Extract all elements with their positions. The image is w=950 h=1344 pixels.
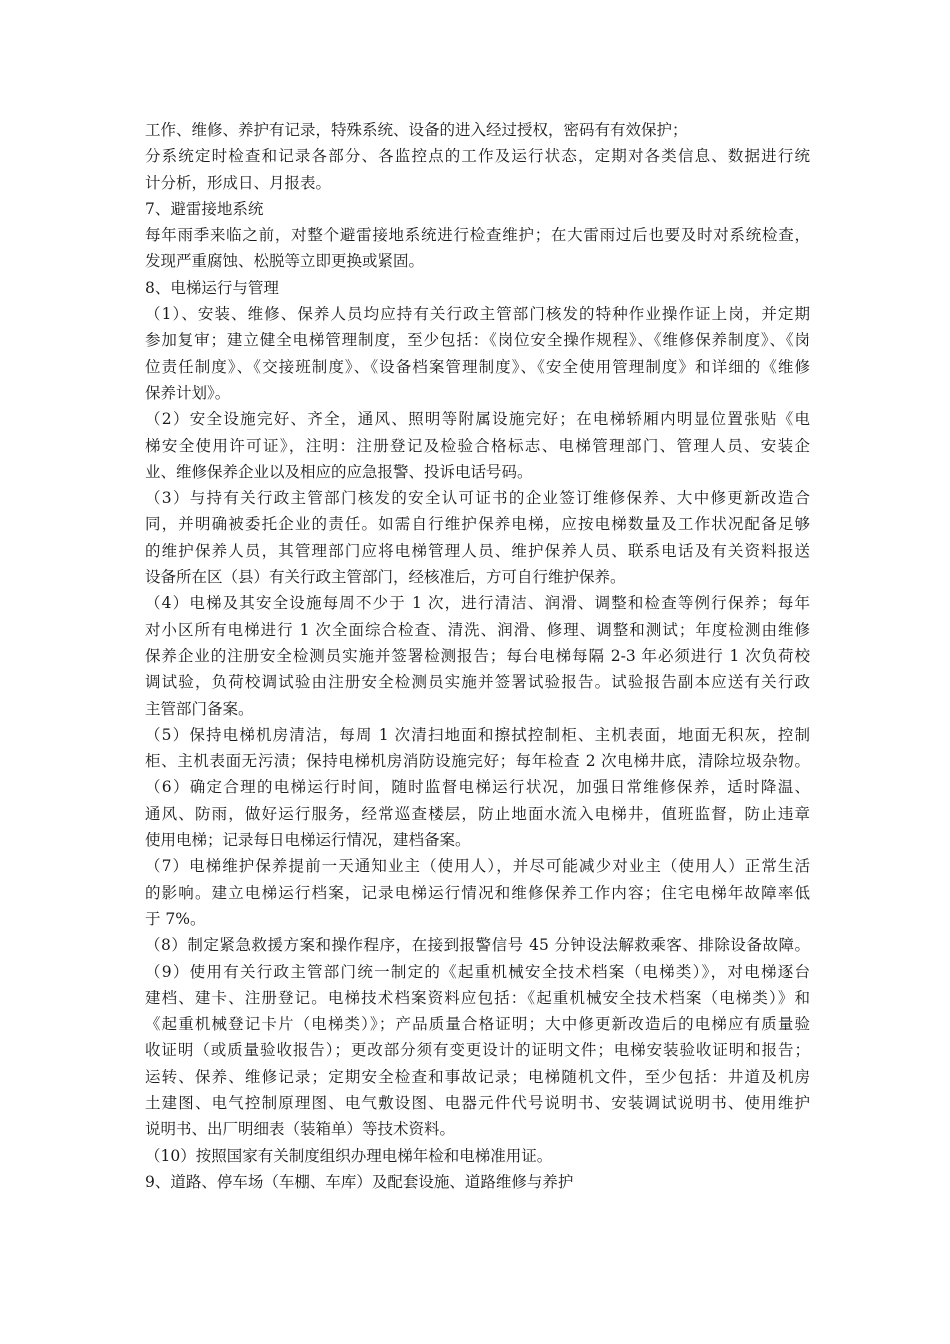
- text-line: 通风、防雨，做好运行服务，经常巡查楼层，防止地面水流入电梯井，值班监督，防止违章: [145, 804, 810, 823]
- text-line: 使用电梯；记录每日电梯运行情况，建档备案。: [145, 831, 471, 850]
- text-line: （2）安全设施完好、齐全，通风、照明等附属设施完好；在电梯轿厢内明显位置张贴《电: [145, 410, 810, 429]
- text-line: 说明书、出厂明细表（装箱单）等技术资料。: [145, 1120, 456, 1139]
- text-line: 柜、主机表面无污渍；保持电梯机房消防设施完好；每年检查 2 次电梯井底，清除垃圾杂物。: [145, 752, 810, 771]
- text-line: 运转、保养、维修记录；定期安全检查和事故记录；电梯随机文件，至少包括：井道及机房: [145, 1067, 810, 1086]
- text-line: 调试验，负荷校调试验由注册安全检测员实施并签署试验报告。试验报告副本应送有关行政: [145, 673, 810, 692]
- text-line: （8）制定紧急救援方案和操作程序，在接到报警信号 45 分钟设法解救乘客、排除设备故障。: [145, 936, 810, 955]
- text-line: （6）确定合理的电梯运行时间，随时监督电梯运行状况，加强日常维修保养，适时降温、: [145, 778, 810, 797]
- text-line: 梯安全使用许可证》，注明：注册登记及检验合格标志、电梯管理部门、管理人员、安装企: [145, 436, 810, 455]
- text-line: 每年雨季来临之前，对整个避雷接地系统进行检查维护；在大雷雨过后也要及时对系统检查，: [145, 226, 810, 245]
- text-line: （4）电梯及其安全设施每周不少于 1 次，进行清洁、润滑、调整和检查等例行保养；每年: [145, 594, 810, 613]
- document-body: [145, 117, 810, 1195]
- text-line: 发现严重腐蚀、松脱等立即更换或紧固。: [145, 252, 425, 271]
- text-line: 9、道路、停车场（车棚、车库）及配套设施、道路维修与养护: [145, 1172, 574, 1191]
- text-line: 建档、建卡、注册登记。电梯技术档案资料应包括：《起重机械安全技术档案（电梯类）》和: [145, 988, 810, 1007]
- text-line: 7、避雷接地系统: [145, 199, 264, 218]
- text-line: 的影响。建立电梯运行档案，记录电梯运行情况和维修保养工作内容；住宅电梯年故障率低: [145, 883, 810, 902]
- text-line: 主管部门备案。: [145, 699, 254, 718]
- text-line: （1）、安装、维修、保养人员均应持有关行政主管部门核发的特种作业操作证上岗，并定期: [145, 305, 810, 324]
- text-line: 8、电梯运行与管理: [145, 278, 279, 297]
- text-line: 收证明（或质量验收报告）；更改部分须有变更设计的证明文件；电梯安装验收证明和报告；: [145, 1041, 810, 1060]
- text-line: 于 7%。: [145, 909, 206, 928]
- text-line: 保养企业的注册安全检测员实施并签署检测报告；每台电梯每隔 2-3 年必须进行 1 次负荷校: [145, 646, 810, 665]
- text-line: 计分析，形成日、月报表。: [145, 173, 332, 192]
- text-line: 《起重机械登记卡片（电梯类）》；产品质量合格证明；大中修更新改造后的电梯应有质量验: [145, 1015, 810, 1034]
- text-line: 保养计划》。: [145, 383, 231, 402]
- text-line: 土建图、电气控制原理图、电气敷设图、电器元件代号说明书、安装调试说明书、使用维护: [145, 1093, 810, 1112]
- text-line: 设备所在区（县）有关行政主管部门，经核准后，方可自行维护保养。: [145, 568, 626, 587]
- text-line: 参加复审；建立健全电梯管理制度，至少包括：《岗位安全操作规程》、《维修保养制度》、《岗: [145, 331, 810, 350]
- text-line: （10）按照国家有关制度组织办理电梯年检和电梯准用证。: [145, 1146, 553, 1165]
- text-line: （7）电梯维护保养提前一天通知业主（使用人），并尽可能减少对业主（使用人）正常生活: [145, 857, 810, 876]
- text-line: （3）与持有关行政主管部门核发的安全认可证书的企业签订维修保养、大中修更新改造合: [145, 489, 810, 508]
- text-line: 业、维修保养企业以及相应的应急报警、投诉电话号码。: [145, 462, 533, 481]
- text-line: 位责任制度》、《交接班制度》、《设备档案管理制度》、《安全使用管理制度》和详细的《维修: [145, 357, 810, 376]
- text-line: 分系统定时检查和记录各部分、各监控点的工作及运行状态，定期对各类信息、数据进行统: [145, 147, 810, 166]
- text-line: 的维护保养人员，其管理部门应将电梯管理人员、维护保养人员、联系电话及有关资料报送: [145, 541, 810, 560]
- text-line: （5）保持电梯机房清洁，每周 1 次清扫地面和擦拭控制柜、主机表面，地面无积灰，控制: [145, 725, 810, 744]
- text-line: 对小区所有电梯进行 1 次全面综合检查、清洗、润滑、修理、调整和测试；年度检测由维修: [145, 620, 810, 639]
- text-line: 工作、维修、养护有记录，特殊系统、设备的进入经过授权，密码有有效保护；: [145, 121, 688, 139]
- text-line: （9）使用有关行政主管部门统一制定的《起重机械安全技术档案（电梯类）》，对电梯逐台: [145, 962, 810, 981]
- text-line: 同，并明确被委托企业的责任。如需自行维护保养电梯，应按电梯数量及工作状况配备足够: [145, 515, 810, 534]
